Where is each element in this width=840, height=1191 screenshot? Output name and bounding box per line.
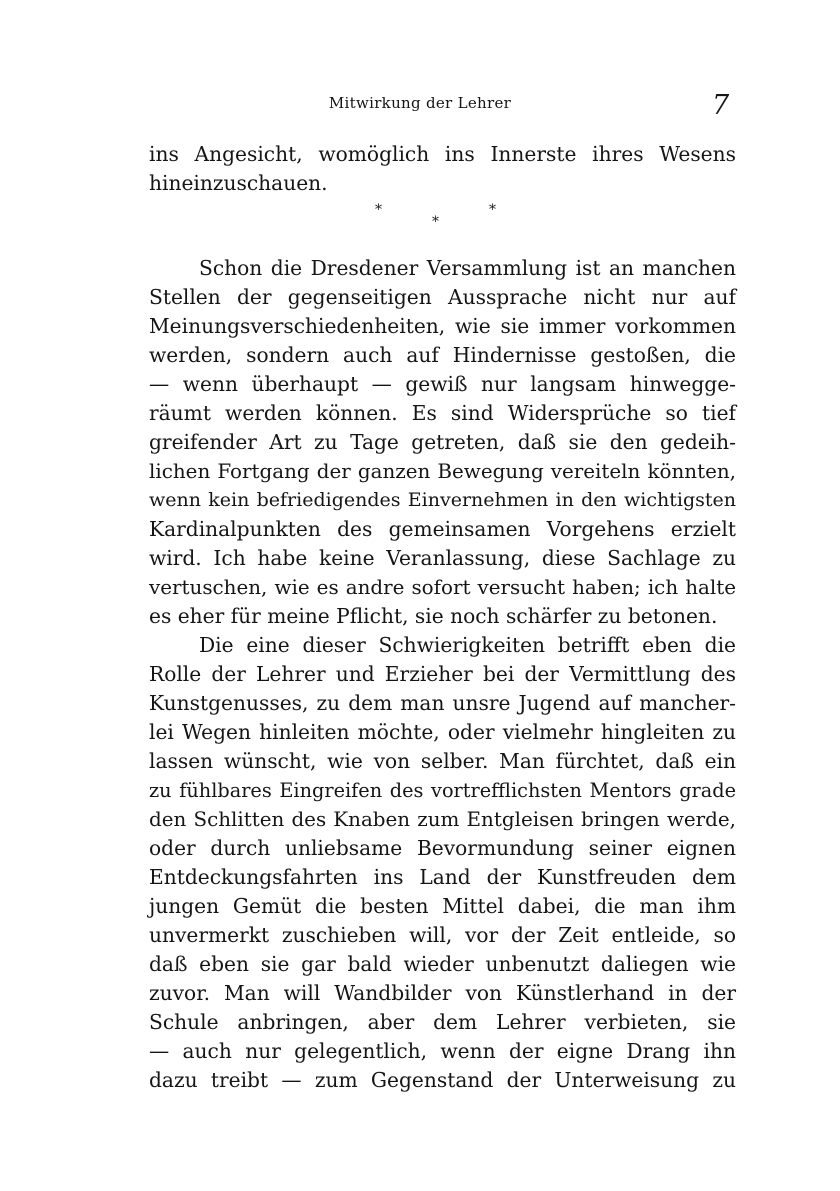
text-line: räumt werden können. Es sind Widersprüche so tief [149,401,736,425]
text-line: zu fühlbares Eingreifen des vortrefflichsten Mentors grade [149,779,736,802]
text-line: lichen Fortgang der ganzen Bewegung vereiteln könnten, [149,460,736,483]
text-line: Entdeckungsfahrten ins Land der Kunstfreuden dem [149,865,736,889]
text-line: daß eben sie gar bald wieder unbenutzt daliegen wie [149,952,736,976]
text-line: vertuschen, wie es andre sofort versucht haben; ich halte [149,576,736,599]
text-line: Kardinalpunkten des gemeinsamen Vorgehens erzielt [149,517,736,541]
running-head [0,90,840,121]
text-line: ins Angesicht, womöglich ins Innerste ihres Wesens [149,142,736,166]
text-line: lei Wegen hinleiten möchte, oder vielmehr hingleiten zu [149,720,736,744]
section-break-asterism [149,198,736,254]
asterism-star: * [432,214,439,230]
text-line: oder durch unliebsame Bevormundung seiner eignen [149,836,736,860]
text-line: es eher für meine Pflicht, sie noch schärfer zu betonen. [149,604,718,628]
text-line: Schule anbringen, aber dem Lehrer verbieten, sie [149,1010,736,1034]
text-line: zuvor. Man will Wandbilder von Künstlerhand in der [149,981,736,1005]
running-title: Mitwirkung der Lehrer [328,94,512,112]
text-line: Schon die Dresdener Versammlung ist an manchen [199,256,736,280]
text-line: — wenn überhaupt — gewiß nur langsam hinwegge- [149,372,736,396]
text-line: dazu treibt — zum Gegenstand der Unterweisung zu [149,1068,736,1092]
asterism-star: * [375,202,382,218]
text-line: greifender Art zu Tage getreten, daß sie den gedeih- [149,430,736,454]
text-line: Kunstgenusses, zu dem man unsre Jugend auf mancher- [149,691,736,715]
asterism-star: * [489,202,496,218]
text-line: wenn kein befriedigendes Einvernehmen in den wichtigsten [149,489,736,511]
text-line: lassen wünscht, wie von selber. Man fürchtet, daß ein [149,749,736,773]
text-line: Rolle der Lehrer und Erzieher bei der Vermittlung des [149,662,736,686]
text-line: werden, sondern auch auf Hindernisse gestoßen, die [149,343,736,367]
text-line: wird. Ich habe keine Veranlassung, diese Sachlage zu [149,546,736,570]
page-number: 7 [712,90,730,121]
text-line: unvermerkt zuschieben will, vor der Zeit entleide, so [149,923,736,947]
text-block [149,140,736,1095]
text-line: hineinzuschauen. [149,171,328,195]
text-line: — auch nur gelegentlich, wenn der eigne Drang ihn [149,1039,736,1063]
text-line: Die eine dieser Schwierigkeiten betrifft eben die [199,633,736,657]
text-line: jungen Gemüt die besten Mittel dabei, die man ihm [149,894,736,918]
text-line: den Schlitten des Knaben zum Entgleisen bringen werde, [149,808,736,831]
text-line: Meinungsverschiedenheiten, wie sie immer vorkommen [149,314,736,338]
text-line: Stellen der gegenseitigen Aussprache nicht nur auf [149,285,736,309]
